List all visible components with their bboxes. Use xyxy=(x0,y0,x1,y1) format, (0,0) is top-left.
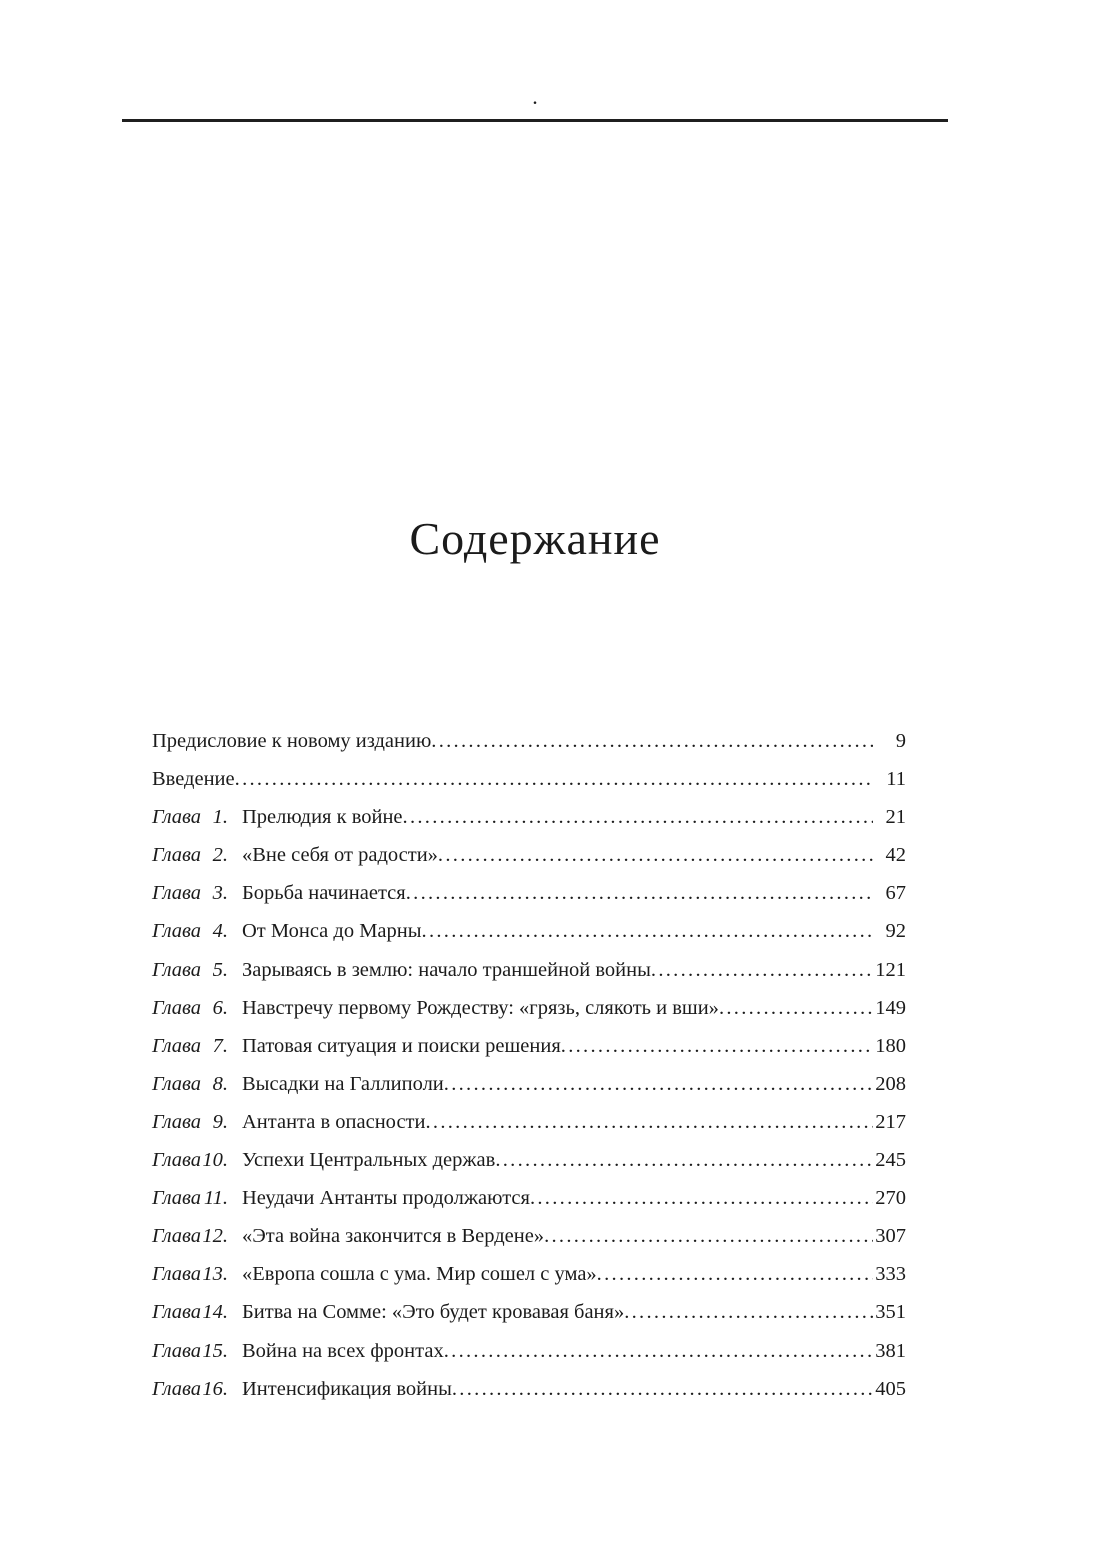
chapter-number: 4. xyxy=(212,920,228,943)
chapter-label-group xyxy=(152,1141,228,1179)
toc-entry xyxy=(152,722,906,760)
entry-title: От Монса до Марны xyxy=(242,920,422,943)
chapter-label-group xyxy=(152,798,228,836)
chapter-label: Глава xyxy=(152,1072,202,1095)
chapter-label: Глава xyxy=(152,1225,202,1248)
chapter-number: 14. xyxy=(202,1301,228,1324)
chapter-number: 16. xyxy=(202,1377,228,1400)
toc-entry xyxy=(152,1179,906,1217)
entry-title: Высадки на Галлиполи xyxy=(242,1072,444,1095)
entry-title: «Вне себя от радости» xyxy=(242,844,438,867)
entry-title: «Эта война закончится в Вердене» xyxy=(242,1225,545,1248)
entry-title: Прелюдия к войне xyxy=(242,806,403,829)
page-number: 333 xyxy=(875,1263,906,1286)
page-title: Содержание xyxy=(409,513,661,564)
dot-leader xyxy=(444,1332,873,1370)
entry-title: Предисловие к новому изданию xyxy=(152,730,432,752)
entry-title: Патовая ситуация и поиски решения xyxy=(242,1034,561,1057)
entry-title: Навстречу первому Рождеству: «грязь, слякоть и вши» xyxy=(242,996,719,1019)
chapter-number: 2. xyxy=(212,844,228,867)
chapter-number: 15. xyxy=(202,1339,228,1362)
toc-entry xyxy=(152,836,906,874)
chapter-label: Глава xyxy=(152,1034,202,1057)
entry-title: «Европа сошла с ума. Мир сошел с ума» xyxy=(242,1263,597,1286)
chapter-label-group xyxy=(152,874,228,912)
chapter-label-group xyxy=(152,1255,228,1293)
chapter-label: Глава xyxy=(152,1377,202,1400)
chapter-number: 5. xyxy=(212,958,228,981)
chapter-label-group xyxy=(152,1027,228,1065)
entry-title: Борьба начинается xyxy=(242,882,406,905)
dot-leader xyxy=(544,1217,873,1255)
chapter-label-group xyxy=(152,1293,228,1331)
dot-leader xyxy=(530,1179,873,1217)
toc-entry xyxy=(152,1217,906,1255)
chapter-label: Глава xyxy=(152,996,202,1019)
dot-leader xyxy=(719,989,873,1027)
page-number: 270 xyxy=(875,1187,906,1210)
page-number: 245 xyxy=(875,1149,906,1172)
dot-leader xyxy=(651,951,873,989)
toc-entry xyxy=(152,1065,906,1103)
toc-entry xyxy=(152,1027,906,1065)
entry-title: Антанта в опасности xyxy=(242,1110,426,1133)
toc-entry xyxy=(152,1293,906,1331)
chapter-label: Глава xyxy=(152,806,202,829)
chapter-number: 12. xyxy=(202,1225,228,1248)
chapter-label: Глава xyxy=(152,1339,202,1362)
dot-leader xyxy=(561,1027,873,1065)
page-number: 92 xyxy=(885,920,906,943)
chapter-label: Глава xyxy=(152,844,202,867)
chapter-label: Глава xyxy=(152,882,202,905)
page-number: 21 xyxy=(885,806,906,829)
toc-entry xyxy=(152,951,906,989)
page-number: 307 xyxy=(875,1225,906,1248)
page-number: 149 xyxy=(875,996,906,1019)
toc-entry xyxy=(152,1332,906,1370)
chapter-label: Глава xyxy=(152,1301,202,1324)
entry-title: Зарываясь в землю: начало траншейной войны xyxy=(242,958,651,981)
toc-entry xyxy=(152,760,906,798)
dot-leader xyxy=(425,1103,873,1141)
chapter-number: 10. xyxy=(202,1149,228,1172)
dot-leader xyxy=(403,798,873,836)
toc-entry xyxy=(152,989,906,1027)
toc-entry xyxy=(152,1141,906,1179)
dot-leader xyxy=(597,1255,873,1293)
page-number: 11 xyxy=(886,768,906,791)
entry-title: Интенсификация войны xyxy=(242,1377,452,1400)
page-number: 208 xyxy=(875,1072,906,1095)
entry-title: Успехи Центральных держав xyxy=(242,1149,496,1172)
entry-title: Битва на Сомме: «Это будет кровавая баня» xyxy=(242,1301,625,1324)
chapter-label: Глава xyxy=(152,1149,202,1172)
toc-entry xyxy=(152,798,906,836)
chapter-number: 7. xyxy=(212,1034,228,1057)
dot-leader xyxy=(235,760,873,798)
page-number: 351 xyxy=(875,1301,906,1324)
toc-list xyxy=(152,722,906,1408)
toc-entry xyxy=(152,1370,906,1408)
chapter-label: Глава xyxy=(152,1187,202,1210)
page-number: 217 xyxy=(875,1110,906,1133)
dot-leader xyxy=(431,722,873,760)
chapter-label: Глава xyxy=(152,958,202,981)
dot-leader xyxy=(438,836,873,874)
dot-leader xyxy=(422,912,873,950)
toc-entry xyxy=(152,912,906,950)
chapter-label: Глава xyxy=(152,1263,202,1286)
chapter-number: 9. xyxy=(212,1110,228,1133)
entry-title: Война на всех фронтах xyxy=(242,1339,444,1362)
chapter-label-group xyxy=(152,989,228,1027)
chapter-number: 8. xyxy=(212,1072,228,1095)
dot-leader xyxy=(452,1370,873,1408)
chapter-label-group xyxy=(152,1103,228,1141)
toc-entry xyxy=(152,874,906,912)
dot-leader xyxy=(495,1141,873,1179)
dot-leader xyxy=(624,1293,873,1331)
chapter-label-group xyxy=(152,1332,228,1370)
chapter-label-group xyxy=(152,836,228,874)
chapter-label-group xyxy=(152,1179,228,1217)
chapter-number: 3. xyxy=(212,882,228,905)
chapter-label-group xyxy=(152,1370,228,1408)
chapter-number: 1. xyxy=(212,806,228,829)
entry-title: Введение xyxy=(152,768,235,791)
header-rule xyxy=(122,119,948,122)
chapter-label-group xyxy=(152,951,228,989)
chapter-number: 13. xyxy=(202,1263,228,1286)
page-number: 180 xyxy=(875,1034,906,1057)
chapter-label-group xyxy=(152,1217,228,1255)
chapter-label-group xyxy=(152,912,228,950)
chapter-label: Глава xyxy=(152,920,202,943)
chapter-label: Глава xyxy=(152,1110,202,1133)
page-number: 121 xyxy=(875,958,906,981)
page-number: 381 xyxy=(875,1339,906,1362)
toc-entry xyxy=(152,1255,906,1293)
chapter-label-group xyxy=(152,1065,228,1103)
entry-title: Неудачи Антанты продолжаются xyxy=(242,1187,530,1210)
page-number: 9 xyxy=(895,730,906,752)
page-number: 42 xyxy=(885,844,906,867)
toc-entry xyxy=(152,1103,906,1141)
dot-leader xyxy=(444,1065,873,1103)
page-number: 405 xyxy=(875,1377,906,1400)
chapter-number: 6. xyxy=(212,996,228,1019)
chapter-number: 11. xyxy=(203,1187,228,1210)
page-number: 67 xyxy=(885,882,906,905)
dot-leader xyxy=(406,874,873,912)
header-mark: . xyxy=(532,84,538,109)
